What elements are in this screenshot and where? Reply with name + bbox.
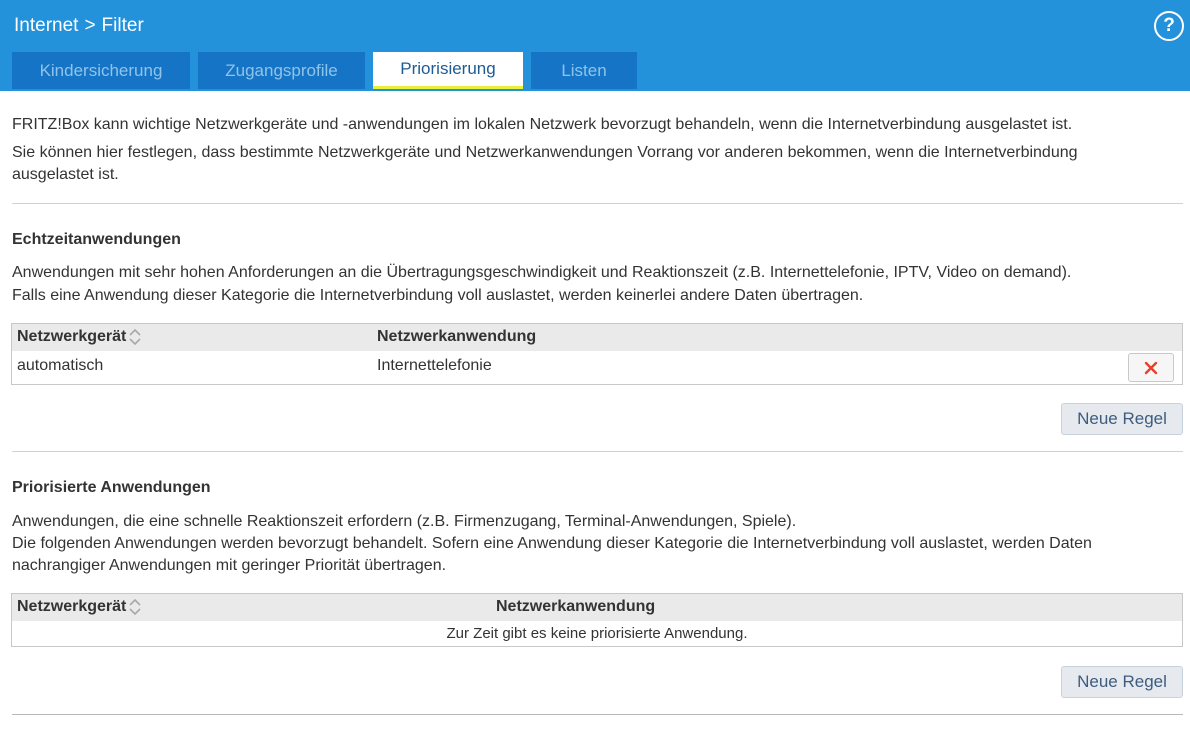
delete-icon: [1144, 361, 1158, 375]
intro-text-2: Sie können hier festlegen, dass bestimmte Netzwerkgeräte und Netzwerkanwendungen Vorrang vor anderen bekommen, wenn die Internetverbindung ausgelastet ist.: [12, 144, 1078, 183]
column-header-device[interactable]: Netzwerkgerät: [17, 328, 141, 346]
prioritized-section-title: Priorisierte Anwendungen: [12, 479, 211, 496]
realtime-section-title: Echtzeitanwendungen: [12, 231, 181, 248]
section-divider: [12, 714, 1183, 715]
tab-priorisierung[interactable]: Priorisierung: [373, 52, 523, 89]
row-application: Internettelefonie: [377, 357, 492, 374]
section-divider: [12, 451, 1183, 452]
new-rule-button-realtime[interactable]: Neue Regel: [1061, 403, 1183, 435]
tab-zugangsprofile[interactable]: Zugangsprofile: [198, 52, 365, 89]
column-header-application: Netzwerkanwendung: [496, 598, 656, 615]
breadcrumb-separator: >: [84, 15, 96, 36]
help-icon[interactable]: ?: [1154, 11, 1184, 41]
table-header: [12, 324, 1182, 351]
header-bar: [0, 0, 1190, 91]
table-row: [12, 351, 1182, 384]
empty-table-message: Zur Zeit gibt es keine priorisierte Anwendung.: [446, 625, 748, 642]
table-header: [12, 594, 1182, 621]
sort-icon: [129, 598, 141, 616]
intro-text-1: FRITZ!Box kann wichtige Netzwerkgeräte und -anwendungen im lokalen Netzwerk bevorzugt behandeln, wenn die Internetverbindung ausgelastet ist.: [12, 116, 1073, 133]
prioritized-table: [11, 593, 1183, 647]
tab-listen[interactable]: Listen: [531, 52, 637, 89]
section-divider: [12, 203, 1183, 204]
prioritized-description-2: Die folgenden Anwendungen werden bevorzugt behandelt. Sofern eine Anwendung dieser Kategorie die Internetverbindung voll auslastet, werden Daten nachrangiger Anwendungen mit geringer Priorität übertragen.: [12, 535, 1092, 574]
breadcrumb-item-internet[interactable]: Internet: [14, 15, 79, 36]
column-header-device[interactable]: Netzwerkgerät: [17, 598, 141, 616]
column-header-application: Netzwerkanwendung: [377, 328, 537, 345]
breadcrumb-item-filter: Filter: [101, 15, 144, 36]
prioritized-description-1: Anwendungen, die eine schnelle Reaktionszeit erfordern (z.B. Firmenzugang, Terminal-Anwendungen, Spiele).: [12, 513, 797, 530]
breadcrumb: [14, 14, 144, 38]
realtime-description-2: Falls eine Anwendung dieser Kategorie die Internetverbindung voll auslastet, werden keinerlei andere Daten übertragen.: [12, 287, 864, 304]
sort-icon: [129, 328, 141, 346]
tab-kindersicherung[interactable]: Kindersicherung: [12, 52, 190, 89]
realtime-description-1: Anwendungen mit sehr hohen Anforderungen an die Übertragungsgeschwindigkeit und Reaktionszeit (z.B. Internettelefonie, IPTV, Video on demand).: [12, 264, 1072, 281]
realtime-table: [11, 323, 1183, 385]
delete-button[interactable]: [1128, 353, 1174, 382]
new-rule-button-prioritized[interactable]: Neue Regel: [1061, 666, 1183, 698]
row-device: automatisch: [17, 357, 104, 374]
